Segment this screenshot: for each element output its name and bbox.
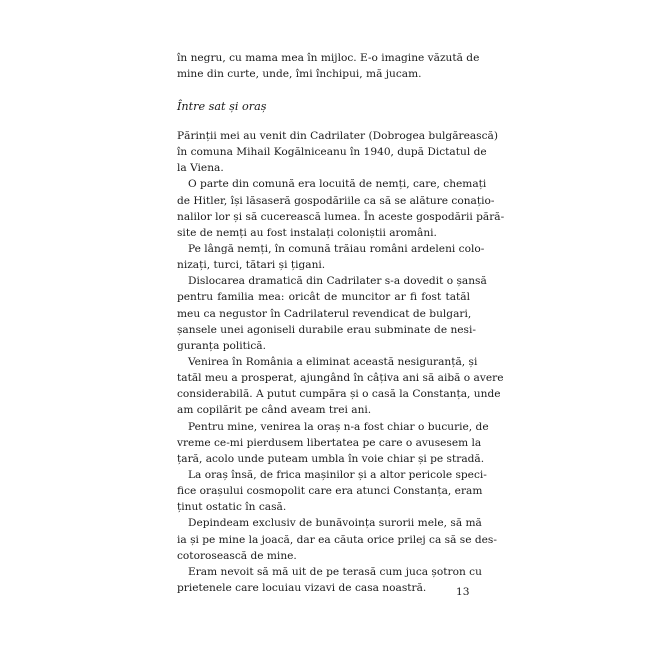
text-line: nizați, turci, tătari și țigani. bbox=[177, 259, 326, 272]
paragraph bbox=[177, 128, 498, 176]
text-line: O parte din comună era locuită de nemți, care, chemați bbox=[188, 178, 487, 191]
text-line: La oraș însă, de frica mașinilor și a altor pericole speci- bbox=[188, 468, 487, 481]
section-heading: Între sat și oraș bbox=[177, 100, 267, 113]
section-body bbox=[177, 128, 505, 596]
text-line: Dislocarea dramatică din Cadrilater s-a dovedit o șansă bbox=[188, 275, 487, 288]
text-line: ținut ostatic în casă. bbox=[177, 501, 287, 514]
paragraph bbox=[177, 419, 489, 467]
text-line: Părinții mei au venit din Cadrilater (Dobrogea bulgărească) bbox=[177, 130, 498, 142]
text-line: prietenele care locuiau vizavi de casa noastră. bbox=[177, 581, 427, 594]
text-line: ia și pe mine la joacă, dar ea căuta orice prilej ca să se des- bbox=[177, 533, 497, 546]
text-line: țară, acolo unde puteam umbla în voie chiar și pe stradă. bbox=[177, 452, 485, 465]
paragraph bbox=[177, 467, 487, 515]
paragraph bbox=[177, 176, 505, 241]
text-line: Pentru mine, venirea la oraș n-a fost chiar o bucurie, de bbox=[188, 420, 489, 433]
text-line: Depindeam exclusiv de bunăvoința surorii mele, să mă bbox=[188, 517, 482, 530]
text-line: tatăl meu a prosperat, ajungând în câțiva ani să aibă o avere bbox=[177, 372, 504, 385]
page-number: 13 bbox=[456, 586, 470, 598]
paragraph bbox=[177, 273, 487, 354]
text-line: cotorosească de mine. bbox=[177, 549, 297, 562]
text-line: am copilărit pe când aveam trei ani. bbox=[177, 404, 372, 417]
text-line: mine din curte, unde, îmi închipui, mă jucam. bbox=[177, 68, 422, 81]
text-line: în comuna Mihail Kogălniceanu în 1940, după Dictatul de bbox=[177, 146, 487, 159]
paragraph bbox=[177, 515, 497, 563]
text-line: guranța politică. bbox=[177, 339, 266, 352]
text-line: fice orașului cosmopolit care era atunci Constanța, eram bbox=[177, 485, 483, 498]
text-line: Eram nevoit să mă uit de pe terasă cum juca șotron cu bbox=[188, 565, 482, 578]
paragraph bbox=[177, 241, 485, 273]
text-line: vreme ce-mi pierdusem libertatea pe care o avusesem la bbox=[177, 436, 482, 449]
text-line: pentru familia mea: oricât de muncitor ar fi fost tatăl bbox=[177, 291, 470, 304]
text-line: site de nemți au fost instalați coloniștii aromâni. bbox=[177, 226, 437, 239]
text-line: nalilor lor și să cucerească lumea. În aceste gospodării pără- bbox=[177, 210, 505, 223]
opening-text bbox=[177, 50, 480, 82]
paragraph bbox=[177, 564, 482, 596]
text-line: meu ca negustor în Cadrilaterul revendicat de bulgari, bbox=[177, 307, 472, 320]
text-line: la Viena. bbox=[177, 162, 224, 175]
text-line: Venirea în România a eliminat această nesiguranță, și bbox=[188, 355, 478, 368]
text-line: considerabilă. A putut cumpăra și o casă la Constanța, unde bbox=[177, 388, 501, 401]
text-line: în negru, cu mama mea în mijloc. E-o imagine văzută de bbox=[177, 52, 480, 64]
paragraph bbox=[177, 354, 504, 419]
text-line: Pe lângă nemți, în comună trăiau români ardeleni colo- bbox=[188, 242, 485, 255]
text-line: șansele unei agoniseli durabile erau subminate de nesi- bbox=[177, 323, 476, 336]
text-line: de Hitler, își lăsaseră gospodăriile ca să se alăture conațio- bbox=[177, 194, 495, 207]
